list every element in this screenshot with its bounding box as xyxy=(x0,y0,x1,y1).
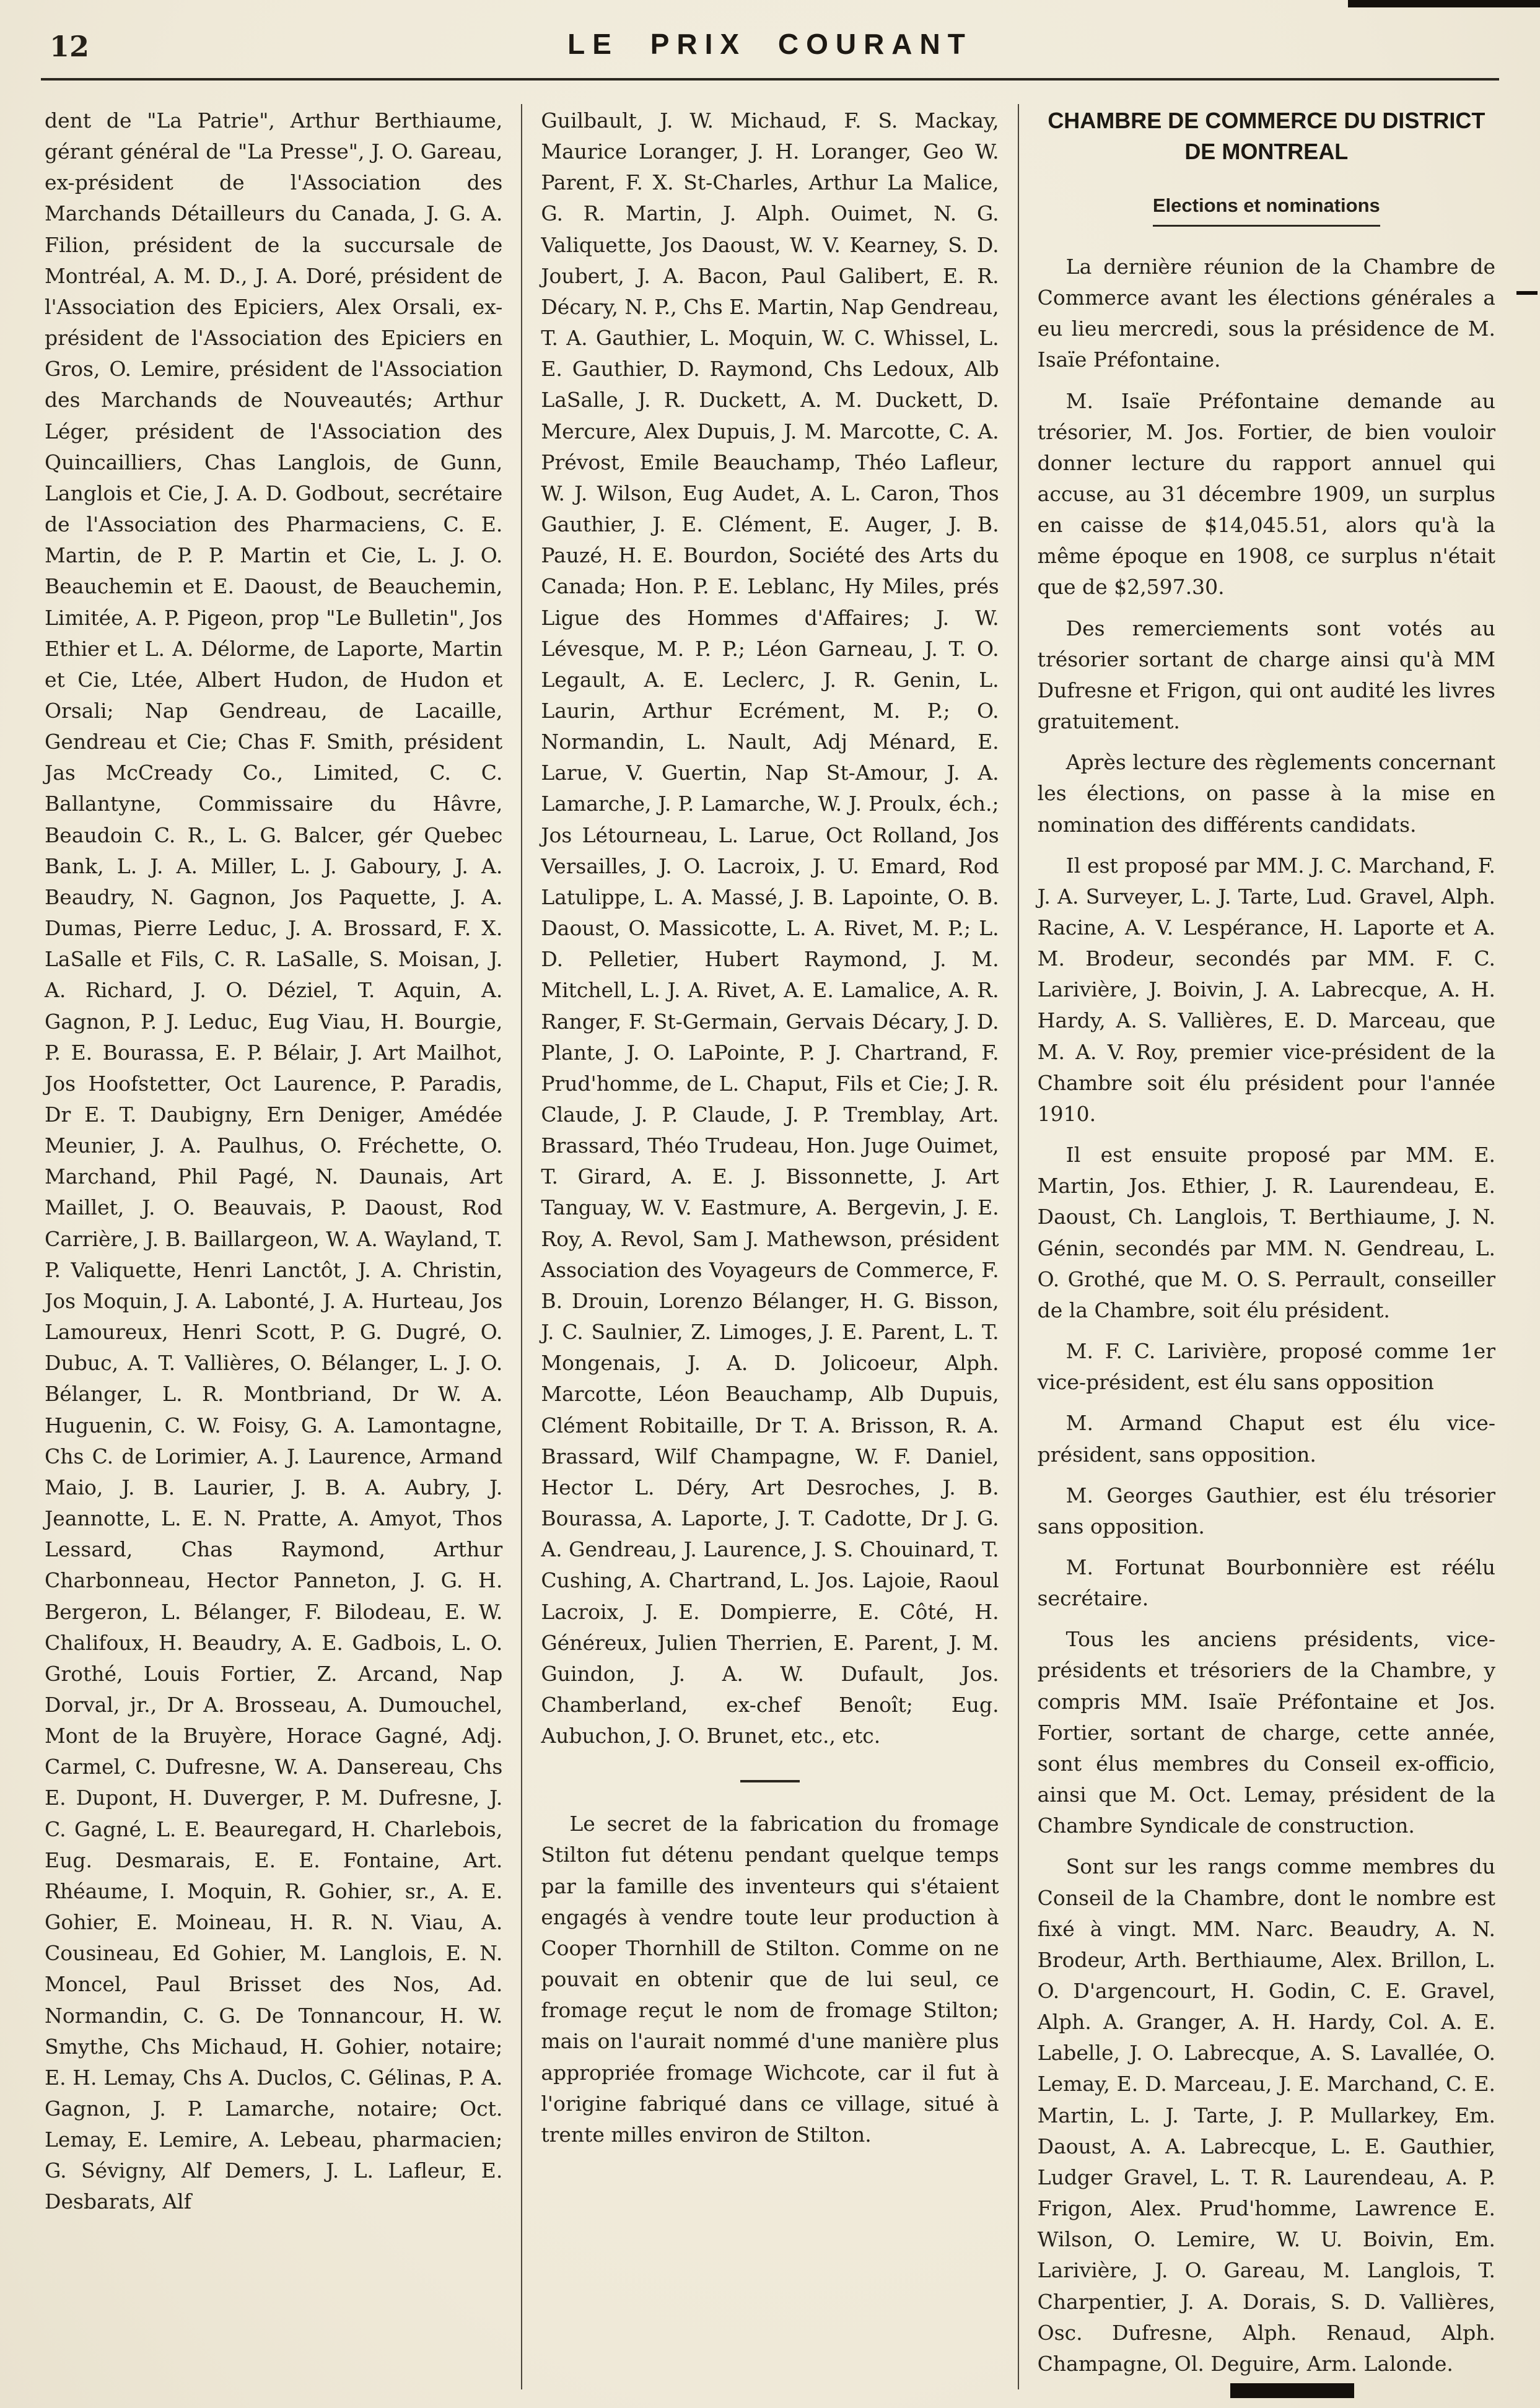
article-paragraph: M. Armand Chaput est élu vice-président, sans opposition. xyxy=(1037,1411,1495,1467)
article-paragraph: M. Georges Gauthier, est élu trésorier sans opposition. xyxy=(1037,1483,1495,1538)
page-title: LE PRIX COURANT xyxy=(567,28,973,60)
columns-container xyxy=(41,102,1499,2389)
section-separator xyxy=(740,1780,800,1782)
article-subheading xyxy=(1038,186,1495,227)
article-subheading-text: Elections et nominations xyxy=(1153,191,1380,227)
names-list: Guilbault, J. W. Michaud, F. S. Mackay, Maurice Loranger, J. H. Loranger, Geo W. Parent, F. X. St-Charles, Arthur La Malice, G. R. Martin, J. Alph. Ouimet, N. G. Valiquette, Jos Daoust, W. V. Kearney, S. D. Joubert, J. A. Bacon, Paul Galibert, E. R. Décary, N. P., Chs E. Martin, Nap Gendreau, T. A. Gauthier, L. Moquin, W. C. Whissel, L. E. Gauthier, D. Raymond, Chs Ledoux, Alb LaSalle, J. R. Duckett, A. M. Duckett, D. Mercure, Alex Dupuis, J. M. Marcotte, C. A. Prévost, Emile Beauchamp, Théo Lafleur, W. J. Wilson, Eug Audet, A. L. Caron, Thos Gauthier, J. E. Clément, E. Auger, J. B. Pauzé, H. E. Bourdon, Société des Arts du Canada; Hon. P. E. Leblanc, Hy Miles, prés Ligue des Hommes d'Affaires; J. W. Lévesque, M. P. P.; Léon Garneau, J. T. O. Legault, A. E. Leclerc, J. R. Genin, L. Laurin, Arthur Ecrément, M. P.; O. Normandin, L. Nault, Adj Ménard, E. Larue, V. Guertin, Nap St-Amour, J. A. Lamarche, J. P. Lamarche, W. J. Proulx, éch.; Jos Létourneau, L. Larue, Oct Rolland, Jos Versailles, J. O. Lacroix, J. U. Emard, Rod Latulippe, L. A. Massé, J. B. Lapointe, O. B. Daoust, O. Massicotte, L. A. Rivet, M. P.; L. D. Pelletier, Hubert Raymond, J. M. Mitchell, L. J. A. Rivet, A. E. Lamalice, A. R. Ranger, F. St-Germain, Gervais Décary, J. D. Plante, J. O. LaPointe, P. J. Chartrand, F. Prud'homme, de L. Chaput, Fils et Cie; J. R. Claude, J. P. Claude, J. P. Tremblay, Art. Brassard, Théo Trudeau, Hon. Juge Ouimet, T. Girard, A. E. J. Bissonnette, J. Art Tanguay, W. V. Eastmure, A. Bergevin, J. E. Roy, A. Revol, Sam J. Mathewson, président Association des Voyageurs de Commerce, F. B. Drouin, Lorenzo Bélanger, H. G. Bisson, J. C. Saulnier, Z. Limoges, J. E. Parent, L. T. Mongenais, J. A. D. Jolicoeur, Alph. Marcotte, Léon Beauchamp, Alb Dupuis, Clément Robitaille, Dr T. A. Brisson, R. A. Brassard, Wilf Champagne, W. F. Daniel, Hector L. Déry, Art Desroches, J. B. Bourassa, A. Laporte, J. T. Cadotte, Dr J. G. A. Gendreau, J. Laurence, J. S. Chouinard, T. Cushing, A. Chartrand, L. Jos. Lajoie, Raoul Lacroix, J. E. Dompierre, E. Côté, H. Généreux, Julien Therrien, E. Parent, J. M. Guindon, J. A. W. Dufault, Jos. Chamberland, ex-chef Benoît; Eug. Aubuchon, J. O. Brunet, etc., etc. xyxy=(541,108,999,1748)
scan-artifact-top xyxy=(1348,0,1540,7)
column-right xyxy=(1019,102,1499,2389)
article-paragraph: Tous les anciens présidents, vice-présidents et trésoriers de la Chambre, y compris MM. Isaïe Préfontaine et Jos. Fortier, sortant de charge, cette année, sont élus membres du Conseil ex-officio, ainsi que M. Oct. Lemay, président de la Chambre Syndicale de construction. xyxy=(1037,1627,1495,1838)
page-number: 12 xyxy=(50,30,90,63)
article-paragraph: M. Isaïe Préfontaine demande au trésorier, M. Jos. Fortier, de bien vouloir donner lecture du rapport annuel qui accuse, au 31 décembre 1909, un surplus en caisse de $14,045.51, alors qu'à la même époque en 1908, ce surplus n'était que de $2,597.30. xyxy=(1037,388,1495,600)
article-paragraph: Des remerciements sont votés au trésorier sortant de charge ainsi qu'à MM Dufresne et Frigon, qui ont audité les livres gratuitement. xyxy=(1037,616,1495,734)
article-paragraph: M. Fortunat Bourbonnière est réélu secrétaire. xyxy=(1037,1555,1495,1611)
article-paragraph: Il est ensuite proposé par MM. E. Martin, Jos. Ethier, J. R. Laurendeau, E. Daoust, Ch. Langlois, T. Berthiaume, J. N. Génin, secondés par MM. N. Gendreau, L. O. Grothé, que M. O. S. Perrault, conseiller de la Chambre, soit élu président. xyxy=(1037,1143,1495,1322)
page-header xyxy=(41,26,1499,81)
column-middle xyxy=(522,102,1017,2389)
article-paragraph: Sont sur les rangs comme membres du Conseil de la Chambre, dont le nombre est fixé à vingt. MM. Narc. Beaudry, A. N. Brodeur, Arth. Berthiaume, Alex. Brillon, L. O. D'argencourt, H. Godin, C. E. Gravel, Alph. A. Granger, A. H. Hardy, Col. A. E. Labelle, J. O. Labrecque, A. S. Lavallée, O. Lemay, E. D. Marceau, J. E. Marchand, C. E. Martin, L. J. Tarte, J. P. Mullarkey, Em. Daoust, A. A. Labrecque, L. E. Gauthier, Ludger Gravel, L. T. R. Laurendeau, A. P. Frigon, Alex. Prud'homme, Lawrence E. Wilson, O. Lemire, W. U. Boivin, Em. Larivière, J. O. Gareau, M. Langlois, T. Charpentier, J. A. Dorais, S. D. Vallières, Osc. Dufresne, Alph. Renaud, Alph. Champagne, Ol. Deguire, Arm. Lalonde. xyxy=(1037,1854,1495,2376)
scan-artifact-bottom xyxy=(1230,2383,1354,2398)
article-paragraph: Il est proposé par MM. J. C. Marchand, F. J. A. Surveyer, L. J. Tarte, Lud. Gravel, Alph. Racine, A. V. Lespérance, H. Laporte et A. M. Brodeur, secondés par MM. F. C. Larivière, J. Boivin, J. A. Labrecque, A. H. Hardy, A. S. Vallières, E. D. Marceau, que M. A. V. Roy, premier vice-président de la Chambre soit élu président pour l'année 1910. xyxy=(1037,853,1495,1126)
article-paragraph: La dernière réunion de la Chambre de Commerce avant les élections générales a eu lieu mercredi, sous la présidence de M. Isaïe Préfontaine. xyxy=(1037,254,1495,372)
article-paragraph: M. F. C. Larivière, proposé comme 1er vice-président, est élu sans opposition xyxy=(1037,1339,1495,1395)
article-heading: CHAMBRE DE COMMERCE DU DISTRICT DE MONTREAL xyxy=(1048,108,1485,165)
column-left xyxy=(41,102,521,2389)
names-list-continued: dent de "La Patrie", Arthur Berthiaume, gérant général de "La Presse", J. O. Gareau, ex-président de l'Association des Marchands Détailleurs du Canada, J. G. A. Filion, président de la succursale de Montréal, A. M. D., J. A. Doré, président de l'Association des Epiciers, Alex Orsali, ex-président de l'Association des Epiciers en Gros, O. Lemire, président de l'Association des Marchands de Nouveautés; Arthur Léger, président de l'Association des Quincailliers, Chas Langlois, de Gunn, Langlois et Cie, J. A. D. Godbout, secrétaire de l'Association des Pharmaciens, C. E. Martin, de P. P. Martin et Cie, L. J. O. Beauchemin et E. Daoust, de Beauchemin, Limitée, A. P. Pigeon, prop "Le Bulletin", Jos Ethier et L. A. Délorme, de Laporte, Martin et Cie, Ltée, Albert Hudon, de Hudon et Orsali; Nap Gendreau, de Lacaille, Gendreau et Cie; Chas F. Smith, président Jas McCready Co., Limited, C. C. Ballantyne, Commissaire du Hâvre, Beaudoin C. R., L. G. Balcer, gér Quebec Bank, L. J. A. Miller, L. J. Gaboury, J. A. Beaudry, N. Gagnon, Jos Paquette, J. A. Dumas, Pierre Leduc, J. A. Brossard, F. X. LaSalle et Fils, C. R. LaSalle, S. Moisan, J. A. Richard, J. O. Déziel, T. Aquin, A. Gagnon, P. J. Leduc, Eug Viau, H. Bourgie, P. E. Bourassa, E. P. Bélair, J. Art Mailhot, Jos Hoofstetter, Oct Laurence, P. Paradis, Dr E. T. Daubigny, Ern Deniger, Amédée Meunier, J. A. Paulhus, O. Fréchette, O. Marchand, Phil Pagé, N. Daunais, Art Maillet, J. O. Beauvais, P. Daoust, Rod Carrière, J. B. Baillargeon, W. A. Wayland, T. P. Valiquette, Henri Lanctôt, J. A. Christin, Jos Moquin, J. A. Labonté, J. A. Hurteau, Jos Lamoureux, Henri Scott, P. G. Dugré, O. Dubuc, A. T. Vallières, O. Bélanger, L. J. O. Bélanger, L. R. Montbriand, Dr W. A. Huguenin, C. W. Foisy, G. A. Lamontagne, Chs C. de Lorimier, A. J. Laurence, Armand Maio, J. B. Laurier, J. B. A. Aubry, J. Jeannotte, L. E. N. Pratte, A. Amyot, Thos Lessard, Chas Raymond, Arthur Charbonneau, Hector Panneton, J. G. H. Bergeron, L. Bélanger, F. Bilodeau, E. W. Chalifoux, H. Beaudry, A. E. Gadbois, L. O. Grothé, Louis Fortier, Z. Arcand, Nap Dorval, jr., Dr A. Brosseau, A. Dumouchel, Mont de la Bruyère, Horace Gagné, Adj. Carmel, C. Dufresne, W. A. Dansereau, Chs E. Dupont, H. Duverger, P. M. Dufresne, J. C. Gagné, L. E. Beauregard, H. Charlebois, Eug. Desmarais, E. E. Fontaine, Art. Rhéaume, I. Moquin, R. Gohier, sr., A. E. Gohier, E. Moineau, H. R. N. Viau, A. Cousineau, Ed Gohier, M. Langlois, E. N. Moncel, Paul Brisset des Nos, Ad. Normandin, C. G. De Tonnancour, H. W. Smythe, Chs Michaud, H. Gohier, notaire; E. H. Lemay, Chs A. Duclos, C. Gélinas, P. A. Gagnon, J. P. Lamarche, notaire; Oct. Lemay, E. Lemire, A. Lebeau, pharmacien; G. Sévigny, Alf Demers, J. L. Lafleur, E. Desbarats, Alf xyxy=(45,108,503,2214)
stilton-article: Le secret de la fabrication du fromage Stilton fut détenu pendant quelque temps par la famille des inventeurs qui s'étaient engagés à vendre toute leur production à Cooper Thornhill de Stilton. Comme on ne pouvait en obtenir que de lui seul, ce fromage reçut le nom de fromage Stilton; mais on l'aurait nommé d'une manière plus appropriée fromage Wichcote, car il fut à l'origine fabriqué dans ce village, situé à trente milles environ de Stilton. xyxy=(541,1812,999,2147)
article-paragraph: Après lecture des règlements concernant les élections, on passe à la mise en nomination des différents candidats. xyxy=(1037,750,1495,837)
article-body xyxy=(1038,251,1495,2380)
scan-artifact-dash xyxy=(1516,291,1538,295)
